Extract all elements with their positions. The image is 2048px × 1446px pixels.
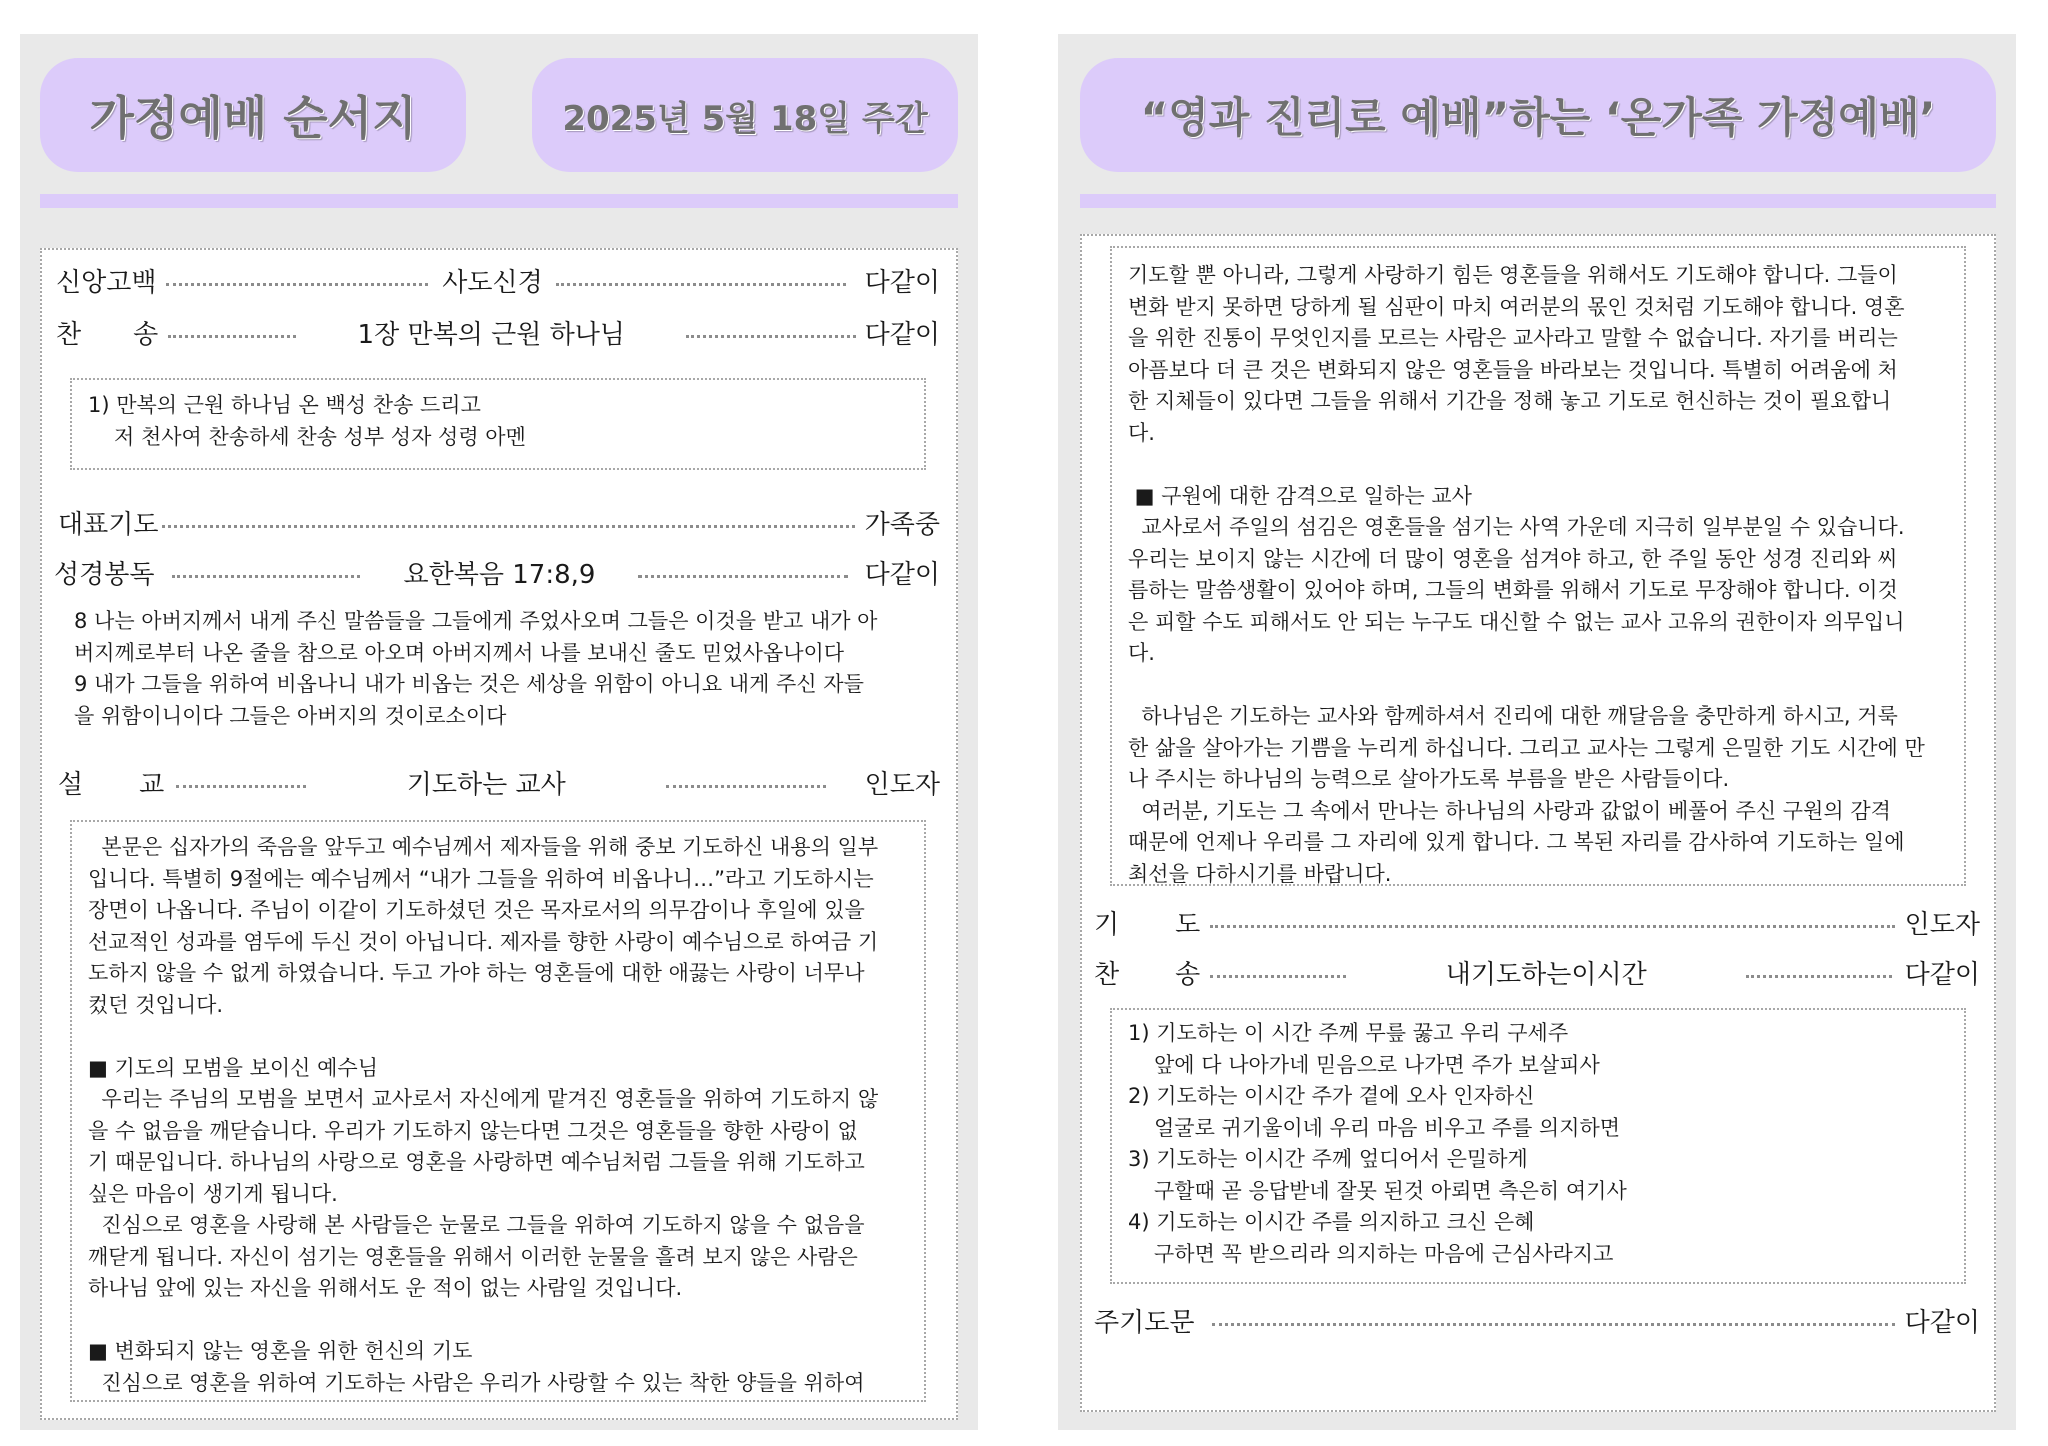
sermon-title: 기도하는 교사: [406, 769, 566, 800]
right-body-box: [1110, 246, 1966, 886]
creed-who: 다같이: [864, 267, 940, 298]
sermon-line: 진심으로 영혼을 사랑해 본 사람들은 눈물로 그들을 위하여 기도하지 않을 수 없음을: [88, 1213, 865, 1237]
leader-dots: [166, 283, 428, 286]
creed-label: 신앙고백: [56, 267, 157, 298]
sermon-line: ■ 기도의 모범을 보이신 예수님: [88, 1055, 378, 1080]
leader-dots: [1210, 975, 1346, 978]
row-creed: [56, 260, 940, 300]
hymn-label-b: 송: [1175, 959, 1201, 990]
hymn-lyrics-box: [70, 378, 926, 470]
body-line: 아픔보다 더 큰 것은 변화되지 않은 영혼들을 바라보는 것입니다. 특별히 어려움에 처: [1128, 357, 1898, 382]
lords-prayer-label: 주기도문: [1094, 1307, 1195, 1338]
reading-item: 요한복음 17:8,9: [403, 559, 596, 590]
leader-dots: [1212, 1323, 1894, 1326]
sermon-line: 우리는 주님의 모범을 보면서 교사로서 자신에게 맡겨진 영혼들을 위하여 기도하지 않: [88, 1087, 879, 1111]
hymn-label-a: 찬: [1094, 959, 1120, 990]
closing-hymn-lyrics-box: [1110, 1008, 1966, 1284]
sermon-line: 싶은 마음이 생기게 됩니다.: [88, 1181, 338, 1206]
sermon-line: ■ 변화되지 않는 영혼을 위한 헌신의 기도: [88, 1339, 473, 1363]
lyric-line: 1) 만복의 근원 하나님 온 백성 찬송 드리고: [88, 393, 481, 417]
leader-dots: [686, 335, 856, 338]
row-prayer-right: [1094, 902, 1980, 942]
sermon-continued-text: [1128, 260, 1948, 890]
sermon-label-a: 설: [58, 769, 84, 800]
sermon-line: 진심으로 영혼을 위하여 기도하는 사람은 우리가 사랑할 수 있는 착한 양들을 위하여: [88, 1370, 865, 1395]
sermon-line: 하나님 앞에 있는 자신을 위해서도 운 적이 없는 사람일 것입니다.: [88, 1276, 683, 1300]
creed-item: 사도신경: [442, 267, 543, 298]
lords-prayer-who: 다같이: [1904, 1307, 1980, 1338]
body-line: 하나님은 기도하는 교사와 함께하셔서 진리에 대한 깨달음을 충만하게 하시고, 거룩: [1128, 704, 1898, 728]
prayer-who: 가족중: [864, 509, 940, 540]
verse-line: 8 나는 아버지께서 내게 주신 말씀들을 그들에게 주었사오며 그들은 이것을 받고 내가 아: [74, 609, 878, 633]
sermon-line: 장면이 나옵니다. 주님이 이같이 기도하셨던 것은 목자로서의 의무감이나 후일에 있을: [88, 898, 865, 922]
body-line: 다.: [1128, 420, 1155, 445]
leader-dots: [168, 335, 296, 338]
sermon-who: 인도자: [864, 769, 940, 800]
sermon-text: [88, 832, 908, 1399]
body-line: 나 주시는 하나님의 능력으로 살아가도록 부름을 받은 사람들이다.: [1128, 767, 1730, 791]
right-divider: [1080, 194, 1996, 208]
hymn-label-b: 송: [133, 319, 159, 350]
hymn-item: 1장 만복의 근원 하나님: [357, 319, 625, 350]
leader-dots: [162, 525, 854, 528]
verse-line: 9 내가 그들을 위하여 비옵나니 내가 비옵는 것은 세상을 위함이 아니요 내게 주신 자들: [74, 672, 864, 696]
body-line: [1128, 449, 1948, 481]
lyric-line: 1) 기도하는 이 시간 주께 무릎 꿇고 우리 구세주: [1128, 1021, 1569, 1045]
right-title-pill: [1080, 58, 1996, 172]
body-line: 때문에 언제나 우리를 그 자리에 있게 합니다. 그 복된 자리를 감사하여 기도하는 일에: [1128, 830, 1905, 854]
left-title-pill: [40, 58, 466, 172]
row-hymn: [56, 312, 940, 352]
reading-who: 다같이: [864, 559, 940, 590]
sermon-line: 본문은 십자가의 죽음을 앞두고 예수님께서 제자들을 위해 중보 기도하신 내용의 일부: [88, 835, 879, 859]
sermon-line: 깨닫게 됩니다. 자신이 섬기는 영혼들을 위해서 이러한 눈물을 흘려 보지 않은 사람은: [88, 1244, 858, 1269]
leader-dots: [1210, 925, 1894, 928]
body-line: 여러분, 기도는 그 속에서 만나는 하나님의 사랑과 값없이 베풀어 주신 구원의 감격: [1128, 798, 1891, 823]
row-prayer: [58, 502, 940, 542]
sermon-line: [88, 1021, 908, 1053]
hymn-label-a: 찬: [56, 319, 82, 350]
hymn-item: 내기도하는이시간: [1445, 959, 1647, 990]
hymn-who: 다같이: [1904, 959, 1980, 990]
body-line: 교사로서 주일의 섬김은 영혼들을 섬기는 사역 가운데 지극히 일부분일 수 있습니다.: [1128, 515, 1905, 539]
lyric-line: 저 천사여 찬송하세 찬송 성부 성자 성령 아멘: [114, 424, 526, 449]
verse-line: 버지께로부터 나온 줄을 참으로 아오며 아버지께서 나를 보내신 줄도 믿었사옵나이다: [74, 640, 845, 665]
hymn-who: 다같이: [864, 319, 940, 350]
body-line: 다.: [1128, 641, 1155, 665]
prayer-label: 대표기도: [58, 509, 159, 540]
body-line: 름하는 말씀생활이 있어야 하며, 그들의 변화를 위해서 기도로 무장해야 합니다. 이것: [1128, 578, 1898, 602]
sermon-box: [70, 820, 926, 1402]
leader-dots: [176, 785, 306, 788]
sermon-line: 기 때문입니다. 하나님의 사랑으로 영혼을 사랑하면 예수님처럼 그들을 위해 기도하고: [88, 1150, 865, 1174]
leader-dots: [1746, 975, 1892, 978]
page-title: 가정예배 순서지: [89, 91, 417, 145]
sermon-line: [88, 1305, 908, 1337]
sermon-line: 입니다. 특별히 9절에는 예수님께서 “내가 그들을 위하여 비옵나니…”라고 기도하시는: [88, 866, 874, 891]
sermon-label-b: 교: [139, 769, 165, 800]
left-divider: [40, 194, 958, 208]
leader-dots: [556, 283, 846, 286]
lyric-line: 얼굴로 귀기울이네 우리 마음 비우고 주를 의지하면: [1154, 1115, 1621, 1140]
body-line: 은 피할 수도 피해서도 안 되는 누구도 대신할 수 없는 교사 고유의 권한이자 의무입니: [1128, 609, 1905, 634]
prayer-label-a: 기: [1094, 909, 1120, 940]
row-reading: [54, 552, 940, 592]
lyric-line: 3) 기도하는 이시간 주께 엎디어서 은밀하게: [1128, 1147, 1528, 1171]
scripture-verses: [74, 606, 932, 732]
body-line: 한 삶을 살아가는 기쁨을 누리게 하십니다. 그리고 교사는 그렇게 은밀한 기도 시간에 만: [1128, 735, 1925, 760]
prayer-leader: 인도자: [1904, 909, 1980, 940]
body-line: 기도할 뿐 아니라, 그렇게 사랑하기 힘든 영혼들을 위해서도 기도해야 합니다. 그들이: [1128, 263, 1898, 287]
body-line: [1128, 670, 1948, 702]
closing-hymn-lyrics: [1128, 1018, 1948, 1270]
body-line: 최선을 다하시기를 바랍니다.: [1128, 861, 1392, 886]
sermon-line: 선교적인 성과를 염두에 두신 것이 아닙니다. 제자를 향한 사랑이 예수님으로 하여금 기: [88, 929, 879, 954]
body-line: 우리는 보이지 않는 시간에 더 많이 영혼을 섬겨야 하고, 한 주일 동안 성경 진리와 씨: [1128, 546, 1898, 571]
leader-dots: [666, 785, 826, 788]
body-line: ■ 구원에 대한 감격으로 일하는 교사: [1128, 483, 1472, 508]
lyric-line: 구하면 꼭 받으리라 의지하는 마음에 근심사라지고: [1154, 1241, 1614, 1266]
body-line: 한 지체들이 있다면 그들을 위해서 기간을 정해 놓고 기도로 헌신하는 것이 필요합니: [1128, 389, 1892, 413]
right-page-title: “영과 진리로 예배”하는 ‘온가족 가정예배’: [1140, 93, 1936, 142]
row-lords-prayer: [1094, 1300, 1980, 1340]
reading-label: 성경봉독: [54, 559, 155, 590]
lyric-line: 구할때 곧 응답받네 잘못 된것 아뢰면 측은히 여기사: [1154, 1178, 1627, 1203]
leader-dots: [638, 575, 848, 578]
body-line: 을 위한 진통이 무엇인지를 모르는 사람은 교사라고 말할 수 없습니다. 자기를 버리는: [1128, 326, 1898, 350]
verse-line: 을 위함이니이다 그들은 아버지의 것이로소이다: [74, 703, 507, 728]
row-sermon: [58, 762, 940, 802]
lyric-line: 2) 기도하는 이시간 주가 곁에 오사 인자하신: [1128, 1084, 1535, 1108]
lyric-line: 4) 기도하는 이시간 주를 의지하고 크신 은혜: [1128, 1210, 1535, 1234]
lyric-line: 앞에 다 나아가네 믿음으로 나가면 주가 보살피사: [1154, 1052, 1600, 1077]
row-hymn-right: [1094, 952, 1980, 992]
sermon-line: 도하지 않을 수 없게 하였습니다. 두고 가야 하는 영혼들에 대한 애끓는 사랑이 너무나: [88, 961, 865, 985]
worship-date: 2025년 5월 18일 주간: [562, 98, 928, 139]
sermon-line: 컸던 것입니다.: [88, 992, 224, 1017]
date-pill: [532, 58, 958, 172]
body-line: 변화 받지 못하면 당하게 될 심판이 마치 여러분의 몫인 것처럼 기도해야 합니다. 영혼: [1128, 294, 1905, 319]
prayer-label-b: 도: [1175, 909, 1201, 940]
leader-dots: [172, 575, 360, 578]
sermon-line: 을 수 없음을 깨닫습니다. 우리가 기도하지 않는다면 그것은 영혼들을 향한 사랑이 없: [88, 1118, 858, 1143]
